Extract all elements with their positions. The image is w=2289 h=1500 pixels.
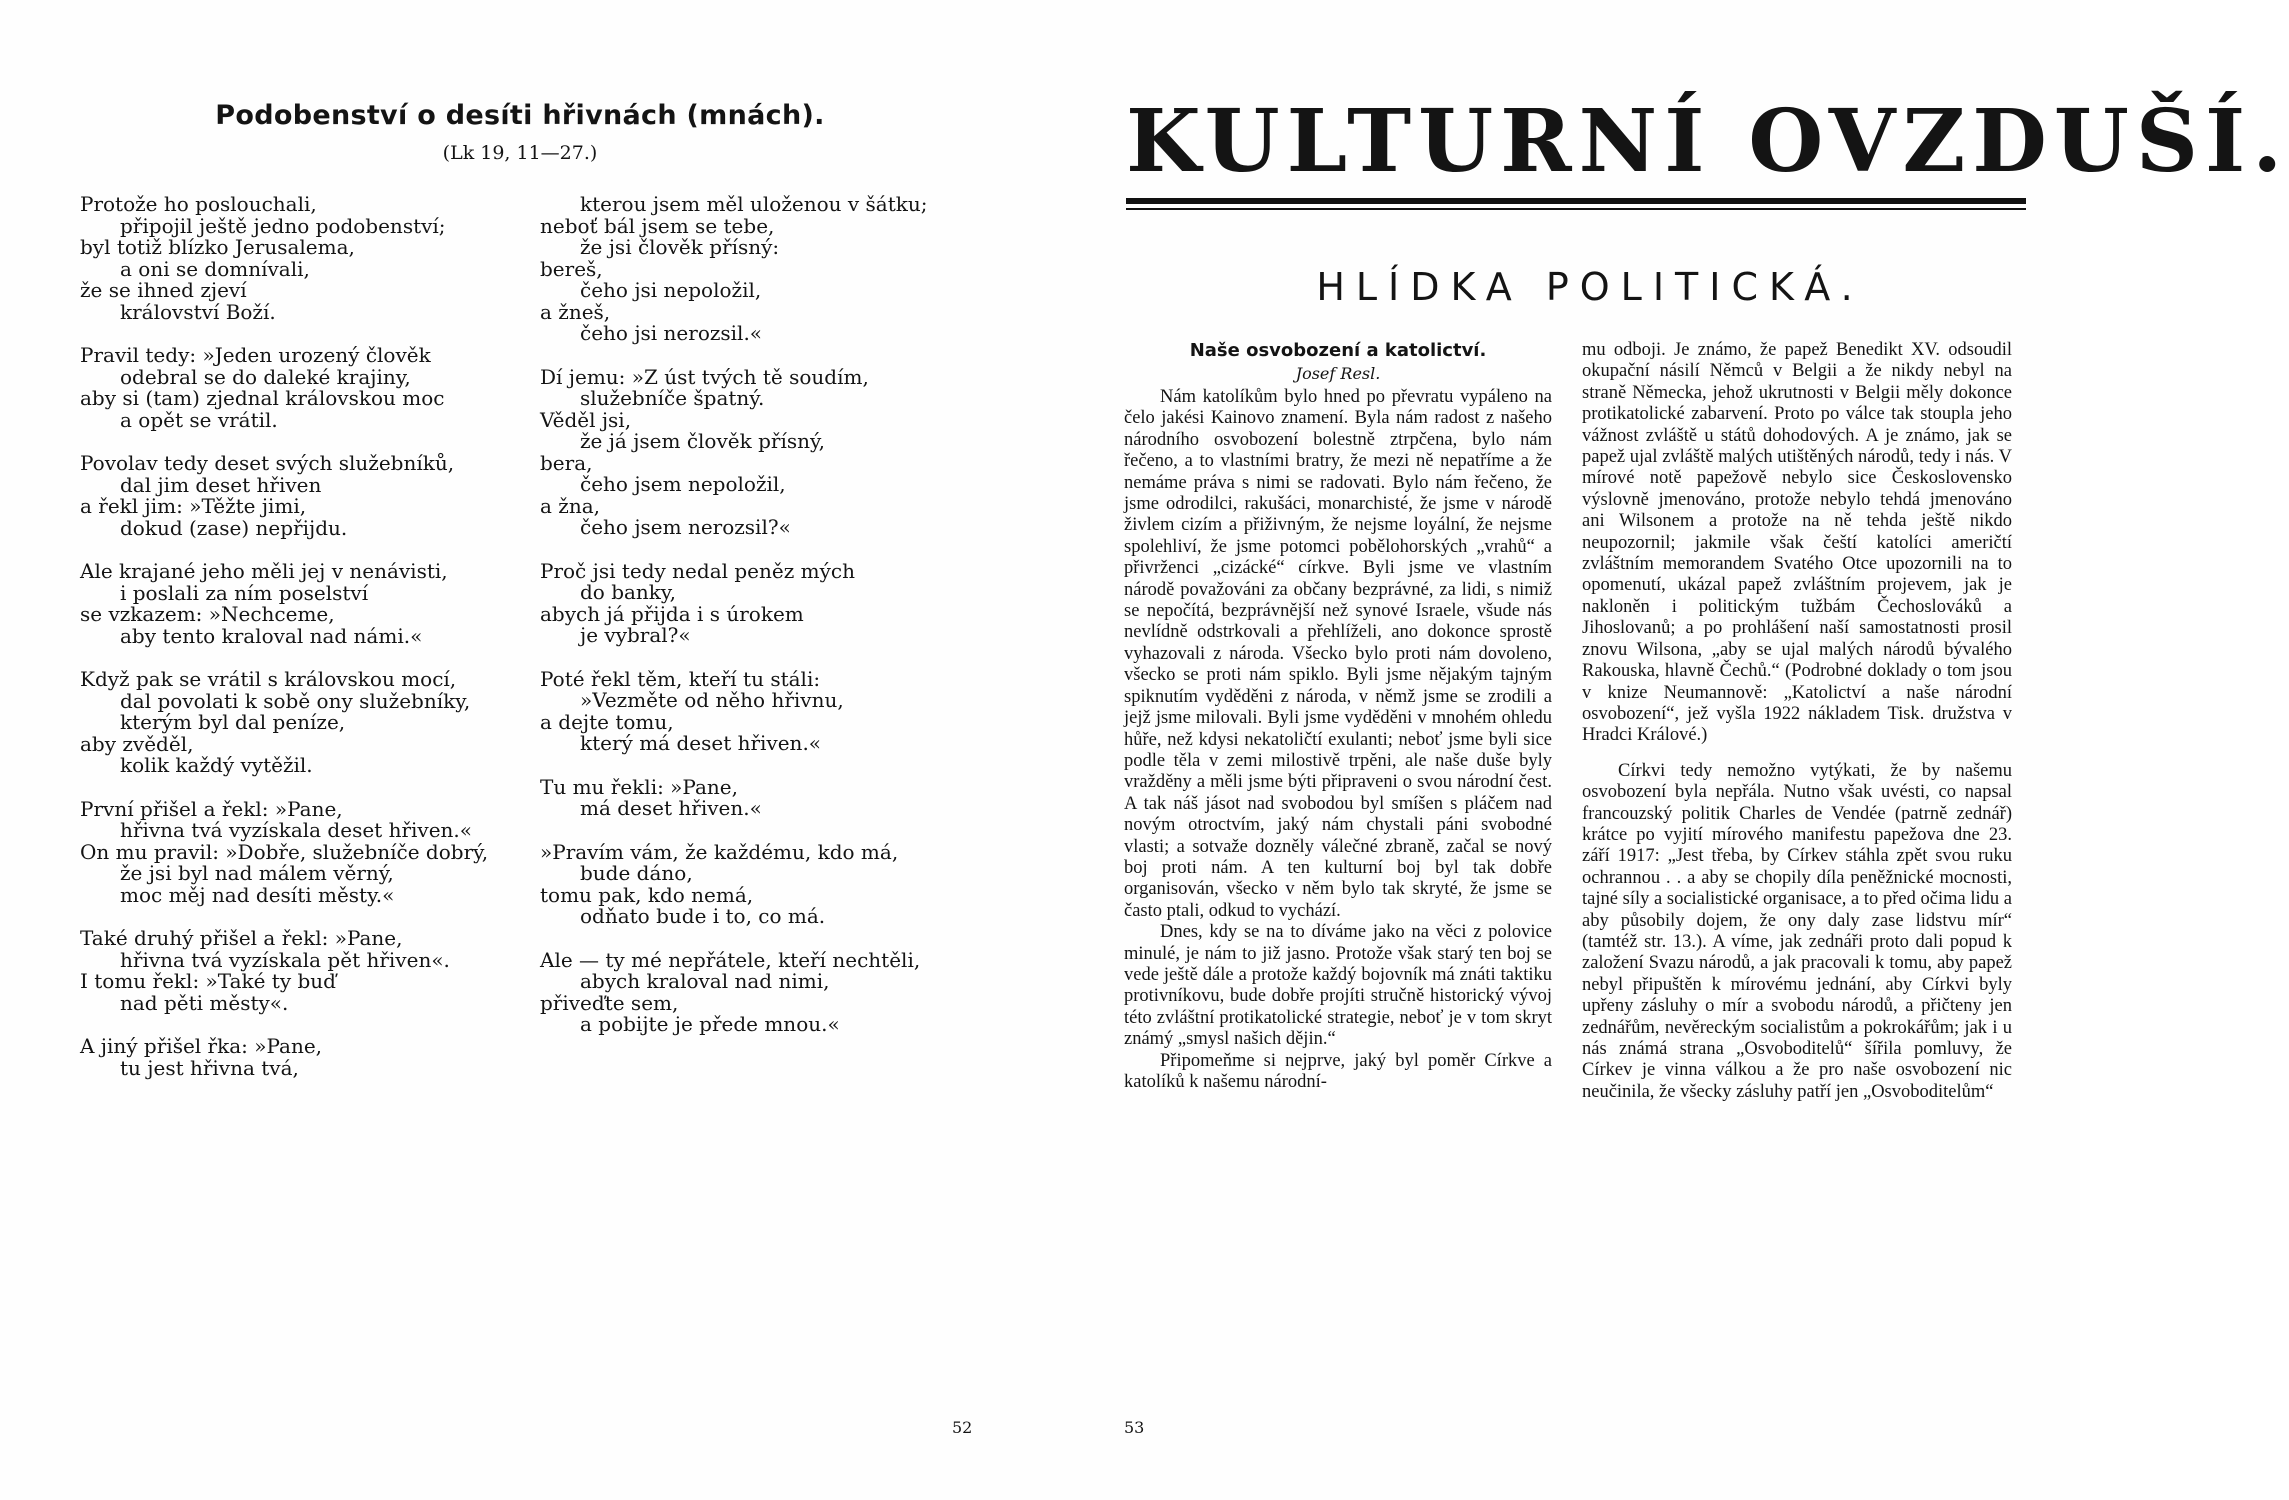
section-title: HLÍDKA POLITICKÁ. — [1316, 265, 1864, 309]
poem-line: moc měj nad desíti městy.« — [120, 882, 395, 907]
poem-line: tomu pak, kdo nemá, — [540, 882, 754, 907]
poem-line: a řekl jim: »Těžte jimi, — [80, 494, 307, 518]
poem-line: dal povolati k sobě ony služebníky, — [120, 688, 471, 713]
article-title: Naše osvobození a katolictví. — [1189, 340, 1487, 361]
poem-stanza — [540, 774, 960, 820]
poem-line: i poslali za ním poselství — [120, 580, 369, 605]
poem-line: že já jsem člověk přísný, — [580, 429, 825, 453]
poem-line: aby tento kraloval nad námi.« — [120, 623, 423, 648]
poem-line: že se ihned zjeví — [80, 278, 247, 302]
poem-line: nad pěti městy«. — [120, 990, 289, 1015]
poem-line: připojil ještě jedno podobenství; — [120, 213, 446, 238]
poem-line: Povolav tedy deset svých služebníků, — [80, 451, 455, 475]
poem-line: Protože ho poslouchali, — [80, 192, 317, 216]
poem-line: I tomu řekl: »Také ty buď — [80, 969, 336, 993]
poem-line: »Vezměte od něho hřivnu, — [580, 688, 844, 712]
poem-line: bude dáno, — [580, 861, 693, 885]
poem-line: království Boží. — [120, 299, 276, 324]
poem-stanza — [80, 796, 520, 907]
poem-line: přiveďte sem, — [540, 990, 679, 1015]
poem-line: a žneš, — [540, 299, 611, 324]
poem-line: Poté řekl těm, kteří tu stáli: — [540, 666, 821, 691]
poem-line: abych kraloval nad nimi, — [580, 969, 830, 993]
poem-line: On mu pravil: »Dobře, služebníče dobrý, — [80, 839, 489, 864]
right-page — [1040, 0, 2289, 1500]
poem-reference: (Lk 19, 11—27.) — [442, 142, 598, 164]
poem-line: aby si (tam) zjednal královskou moc — [80, 386, 445, 410]
poem-line: bera, — [540, 450, 593, 475]
poem-stanza — [540, 666, 960, 755]
poem-line: služebníče špatný. — [580, 386, 765, 410]
poem-line: Také druhý přišel a řekl: »Pane, — [80, 926, 403, 950]
left-page — [0, 0, 1040, 1500]
poem-line: Pravil tedy: »Jeden urozený člověk — [80, 343, 431, 367]
poem-line: kterou jsem měl uloženou v šátku; — [580, 192, 928, 216]
poem-line: čeho jsi nerozsil.« — [580, 321, 763, 345]
masthead-rule-thin — [1126, 208, 2026, 210]
poem-line: Proč jsi tedy nedal peněz mých — [540, 558, 855, 583]
article-column-a — [1124, 387, 1552, 1093]
poem-line: který má deset hřiven.« — [580, 731, 822, 755]
poem-line: kterým byl dal peníze, — [120, 710, 346, 734]
poem-line: aby zvěděl, — [80, 731, 194, 756]
poem-title: Podobenství o desíti hřivnách (mnách). — [215, 100, 825, 131]
poem-line: čeho jsem nepoložil, — [580, 472, 786, 496]
page-number-right: 53 — [1124, 1418, 1145, 1437]
paragraph: Nám katolíkům bylo hned po převratu vypáleno na čelo jakési Kainovo znamení. Byla nám radost z našeho národního osvobození bolestně ztrpčena, bylo nám řečeno, a to vlastními bratry, že mezi ně nepatříme a že nemáme práva s nimi se radovati. Bylo nám řečeno, že jsme odrodilci, rakušáci, monarchisté, že jsme v národě živlem cizím a přiživným, že nejsme loyální, že nejsme spolehliví, že jsme potomci pobělohorských „vrahů“ a přivrženci „cizácké“ církve. Byli jsme ve vlastním národě považováni za občany bezprávné, za lidi, s nimiž se nepočítá, bezprávnější než synové Israele, všude nás nevlídně odstrkovali a přehlíželi, ano dokonce sprostě vyhazovali z národa. Všecko bylo proti nám dovoleno, všecko se proti nám spiklo. Byli jsme nějakým tajným spiknutím vyděděni z národa, v němž jsme se zrodili a jejž jsme milovali. Byli jsme vyděděni v mnohém ohledu hůře, než kdysi nekatoličtí exulanti; neboť jsme byli sice podle těla v zemi milostivě trpěni, ale naše duše byly vražděny a měli jsme býti připraveni o svou národní čest. A tak náš jásot nad svobodou byl smíšen s pláčem nad novým otroctvím, jaký nám chystali páni svobodné vlasti; a sotvaže dozněly válečné zbraně, začal se nový boj proti nám. A ten kulturní boj byl tak dobře organisován, všecko v něm bylo tak skryté, že jsme se často ptali, odkud to vychází. — [1124, 387, 1552, 921]
poem-stanza — [80, 1036, 520, 1079]
poem-line: a žna, — [540, 493, 600, 518]
poem-line: čeho jsem nerozsil?« — [580, 515, 791, 539]
poem-line: hřivna tvá vyzískala deset hřiven.« — [120, 818, 473, 842]
poem-line: a oni se domnívali, — [120, 256, 310, 281]
paragraph: mu odboji. Je známo, že papež Benedikt XV. odsoudil okupační násilí Němců v Belgii a že nikdy nebyl na straně Německa, jehož ukrutnosti v Belgii měly dokonce protikatolické zabarvení. Proto po válce tak stoupla jeho vážnost zvláště u států dohodových. A je známo, jak se papež ujal zvláště malých utištěných národů, tedy i nás. V mírové notě papežově nebylo sice Československo výslovně jmenováno, protože nebylo tehdá jmenováno ani Wilsonem a protože na ně tehda ještě nikdo neupozornil; jakmile však čeští katolíci američtí zvláštním memorandem Svatého Otce upozornili na to opomenutí, ukázal papež zvláštním projevem, jak je nakloněn i politickým tužbám Čechoslováků a Jihoslovanů; a po prohlášení naší samostatnosti prosil znovu Wilsona, „aby se ujal malých národů bývalého Rakouska, hlavně Čechů.“ (Podrobné doklady o tom jsou v knize Neumannově: „Katolictví a naše národní osvobození“, jež vyšla 1922 nákladem Tisk. družstva v Hradci Králové.) — [1582, 340, 2012, 746]
poem-line: čeho jsi nepoložil, — [580, 278, 762, 302]
poem-line: dal jim deset hřiven — [120, 472, 322, 497]
poem-stanza — [80, 928, 520, 1014]
poem-stanza — [80, 453, 520, 539]
poem-line: Věděl jsi, — [540, 407, 632, 432]
poem-line: do banky, — [580, 580, 676, 604]
poem-stanza — [80, 561, 520, 647]
poem-line: A jiný přišel řka: »Pane, — [80, 1034, 323, 1058]
poem-line: je vybral?« — [580, 623, 691, 647]
poem-line: a dejte tomu, — [540, 709, 674, 734]
poem-column-1 — [80, 194, 520, 1101]
paragraph: Připomeňme si nejprve, jaký byl poměr Církve a katolíků k našemu národní- — [1124, 1050, 1552, 1092]
masthead-rule-thick — [1126, 198, 2026, 204]
paragraph: Dnes, kdy se na to díváme jako na věci z polovice minulé, je nám to již jasno. Protože však starý ten boj se vede ještě dále a protože každý bojovník má znáti taktiku protivníkovu, bude dobře projíti stručně historický vývoj této zvláštní protikatolické strategie, neboť je v tom skryt známý „smysl našich dějin.“ — [1124, 922, 1552, 1050]
poem-stanza — [540, 364, 960, 539]
poem-stanza — [80, 345, 520, 431]
poem-line: abych já přijda i s úrokem — [540, 601, 804, 626]
poem-line: Ale — ty mé nepřátele, kteří nechtěli, — [540, 947, 921, 972]
poem-line: odňato bude i to, co má. — [580, 904, 826, 928]
poem-stanza — [540, 194, 960, 345]
poem-line: a pobijte je přede mnou.« — [580, 1012, 840, 1036]
poem-line: se vzkazem: »Nechceme, — [80, 602, 335, 626]
poem-stanza — [80, 194, 520, 323]
poem-line: Dí jemu: »Z úst tvých tě soudím, — [540, 364, 869, 389]
masthead: KULTURNÍ OVZDUŠÍ. — [1126, 91, 2289, 192]
poem-line: kolik každý vytěžil. — [120, 753, 313, 777]
poem-line: že jsi člověk přísný: — [580, 235, 780, 259]
poem-line: bereš, — [540, 256, 603, 281]
page-number-left: 52 — [952, 1418, 973, 1437]
poem-stanza — [540, 558, 960, 647]
article-author: Josef Resl. — [1295, 364, 1381, 383]
paragraph: Církvi tedy nemožno vytýkati, že by našemu osvobození byla nepřála. Nutno však uvésti, co napsal francouzský politik Charles de Vendée (patrně zednář) krátce po vyjití mírového manifestu papežova dne 23. září 1917: „Jest třeba, by Církev stáhla zpět svou ruku ochrannou . . a aby se chopily díla peněžnické mocnosti, tajné síly a socialistické organisace, a to před očima lidu a aby působily dojem, že ony daly zase lidstvu mír“ (tamtéž str. 13.). A víme, jak zednáři proto dali popud k založení Svazu národů, a jak pracovali k tomu, aby papež nebyl připuštěn k mírovému jednání, aby Církvi byly upřeny zásluhy o mír a svobodu národů, a přičteny jen zednářům, nevěreckým socialistům a pokrokářům; jak i u nás známá strana „Osvoboditelů“ šířila pomluvy, že Církev je vinna válkou a že pro naše osvobození nic neučinila, že všecky zásluhy patří jen „Osvoboditelům“ — [1582, 760, 2012, 1102]
poem-line: dokud (zase) nepřijdu. — [120, 515, 348, 540]
poem-line: »Pravím vám, že každému, kdo má, — [540, 839, 899, 864]
poem-line: První přišel a řekl: »Pane, — [80, 796, 343, 821]
poem-line: že jsi byl nad málem věrný, — [120, 861, 394, 885]
poem-stanza — [80, 669, 520, 777]
poem-line: tu jest hřivna tvá, — [120, 1055, 299, 1080]
poem-stanza — [540, 839, 960, 928]
poem-line: má deset hřiven.« — [580, 796, 762, 820]
poem-line: odebral se do daleké krajiny, — [120, 364, 411, 389]
poem-line: Ale krajané jeho měli jej v nenávisti, — [80, 559, 448, 583]
poem-line: hřivna tvá vyzískala pět hřiven«. — [120, 947, 450, 972]
poem-stanza — [540, 947, 960, 1036]
poem-line: a opět se vrátil. — [120, 407, 278, 432]
poem-line: neboť bál jsem se tebe, — [540, 213, 775, 238]
poem-column-2 — [540, 194, 960, 1058]
poem-line: Tu mu řekli: »Pane, — [540, 774, 738, 799]
article-column-b — [1582, 340, 2012, 1103]
poem-line: byl totiž blízko Jerusalema, — [80, 235, 355, 259]
poem-line: Když pak se vrátil s královskou mocí, — [80, 667, 457, 691]
